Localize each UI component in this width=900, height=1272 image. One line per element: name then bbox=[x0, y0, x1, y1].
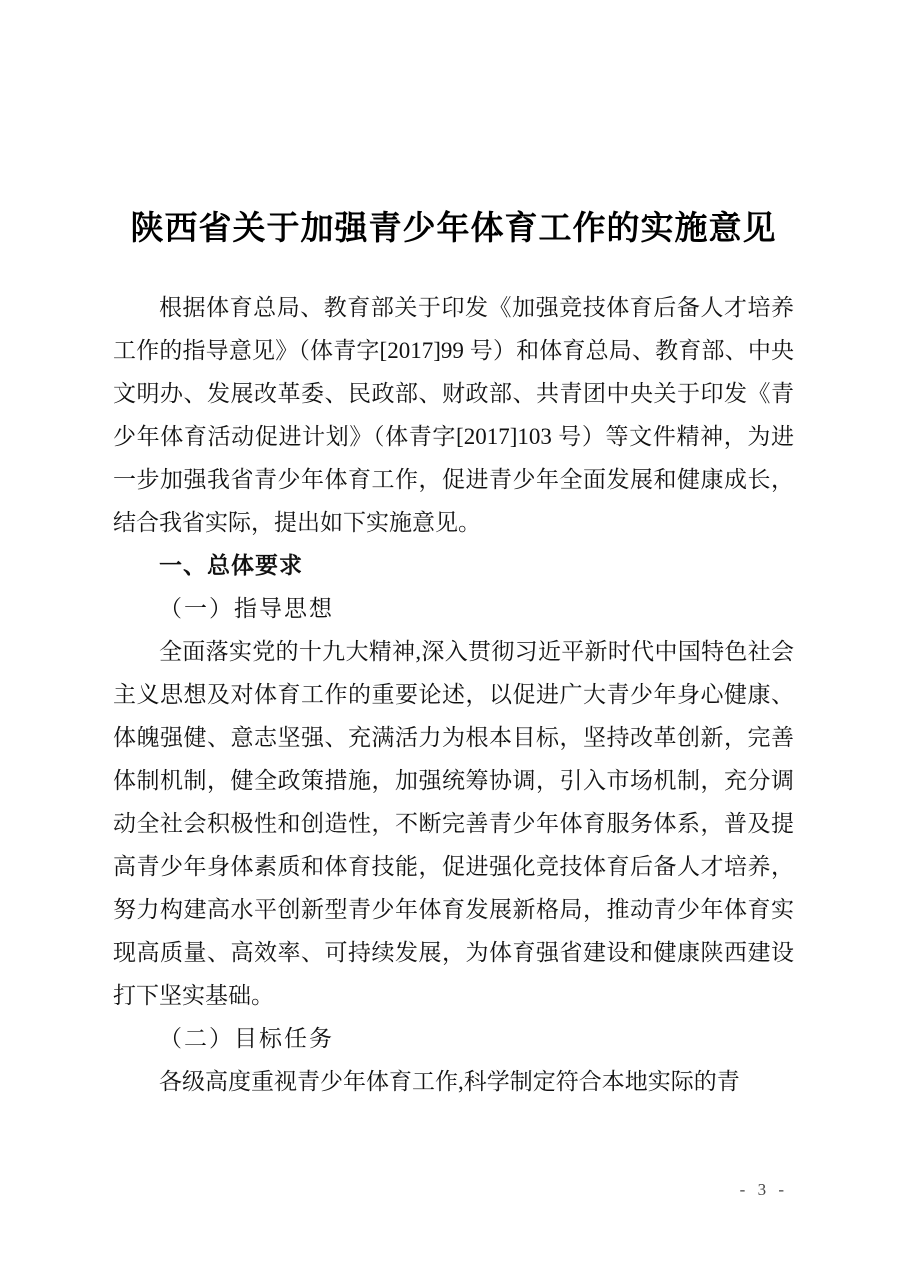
target-tasks-paragraph: 各级高度重视青少年体育工作,科学制定符合本地实际的青 bbox=[159, 1069, 740, 1094]
document-content bbox=[113, 0, 794, 1103]
page-title: 陕西省关于加强青少年体育工作的实施意见 bbox=[130, 211, 777, 247]
section-heading-overall-requirements: 一、总体要求 bbox=[159, 552, 303, 578]
document-body bbox=[113, 286, 794, 1103]
intro-paragraph: 根据体育总局、教育部关于印发《加强竞技体育后备人才培养工作的指导意见》（体青字[2017]99 号）和体育总局、教育部、中央文明办、发展改革委、民政部、财政部、共青团中央关于印发《青少年体育活动促进计划》（体青字[2017]103 号）等文件精神，为进一步加强我省青少年体育工作，促进青少年全面发展和健康成长，结合我省实际，提出如下实施意见。 bbox=[113, 295, 794, 535]
guiding-ideology-paragraph: 全面落实党的十九大精神,深入贯彻习近平新时代中国特色社会主义思想及对体育工作的重要论述，以促进广大青少年身心健康、体魄强健、意志坚强、充满活力为根本目标，坚持改革创新，完善体制机制，健全政策措施，加强统筹协调，引入市场机制，充分调动全社会积极性和创造性，不断完善青少年体育服务体系，普及提高青少年身体素质和体育技能，促进强化竞技体育后备人才培养，努力构建高水平创新型青少年体育发展新格局，推动青少年体育实现高质量、高效率、可持续发展，为体育强省建设和健康陕西建设打下坚实基础。 bbox=[113, 639, 794, 1008]
subsection-heading-guiding-ideology: （一）指导思想 bbox=[159, 596, 334, 621]
page-number: - 3 - bbox=[739, 1180, 788, 1199]
subsection-heading-target-tasks: （二）目标任务 bbox=[159, 1026, 334, 1051]
